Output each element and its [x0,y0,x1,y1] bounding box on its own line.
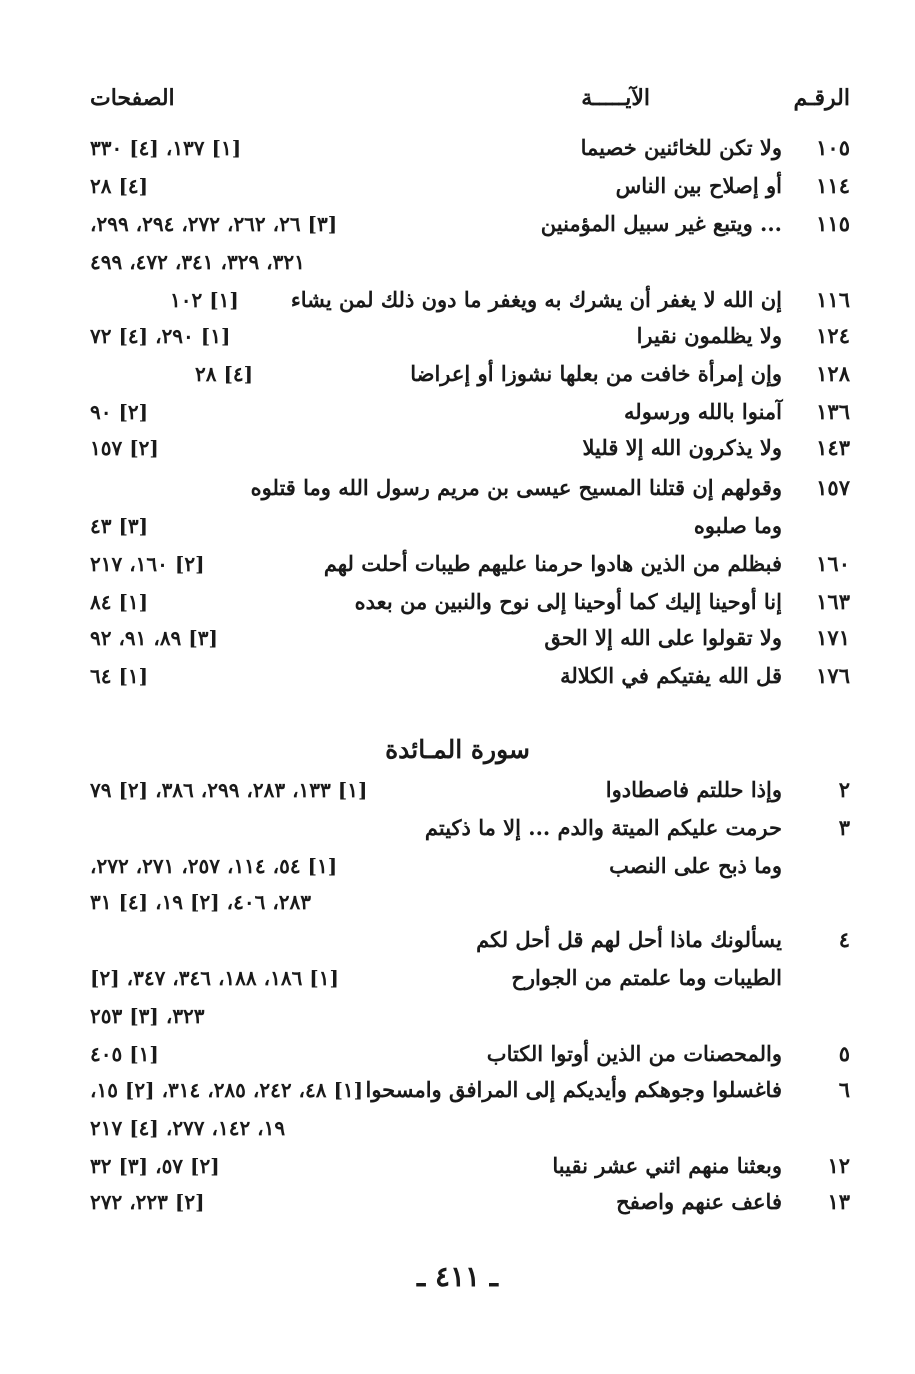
ayah-text: إنا أوحينا إليك كما أوحينا إلى نوح والنبين من بعده [354,589,782,614]
page-references: [٤] ٢٨ [195,362,254,386]
ayah-number: ١٦٣ [816,589,850,614]
ayah-text: آمنوا بالله ورسوله [624,399,782,424]
ayah-number: ١٧٦ [816,663,850,688]
ayah-number: ١٢٤ [816,323,850,348]
page-references: [١] ١٠٢ [170,288,239,312]
page-references: [٢] ٢٢٣، ٢٧٢ [90,1190,205,1214]
ayah-text: والمحصنات من الذين أوتوا الكتاب [486,1041,782,1066]
ayah-number: ١١٦ [816,287,850,312]
page-references: [٢] ٩٠ [90,400,149,424]
index-entry [60,394,850,430]
index-entry-continuation [60,884,850,920]
ayah-number: ١١٤ [816,173,850,198]
page-references: [١] ٥٤، ١١٤، ٢٥٧، ٢٧١، ٢٧٢، [90,854,338,878]
index-entry [60,620,850,656]
ayah-number: ٣ [838,815,850,840]
ayah-text: إن الله لا يغفر أن يشرك به ويغفر ما دون ذلك لمن يشاء [290,287,782,312]
page-references: [١] ٦٤ [90,664,149,688]
page-references-continued: ٣٢١، ٣٢٩، ٣٤١، ٤٧٢، ٤٩٩ [90,250,305,274]
ayah-text: ... ويتبع غير سبيل المؤمنين [540,211,782,236]
index-entry [60,1036,850,1072]
ayah-number: ١٠٥ [816,135,850,160]
number-column-header: الرقـم [793,85,850,111]
index-entry [60,470,850,506]
index-entry-continuation [60,508,850,544]
index-entry [60,168,850,204]
ayah-column-header: الآيـــــة [581,85,650,111]
index-entry-continuation [60,998,850,1034]
index-entry [60,130,850,166]
ayah-number: ٦ [838,1077,850,1102]
ayah-number: ١٥٧ [816,475,850,500]
index-entry [60,1072,850,1108]
page-references: [٤] ٢٨ [90,174,149,198]
page-references: [١] ١٣٣، ٢٨٣، ٢٩٩، ٣٨٦، [٢] ٧٩ [90,778,368,802]
index-entry-continuation [60,960,850,996]
page-references: [٢] ١٥٧ [90,436,159,460]
ayah-number: ١٦٠ [816,551,850,576]
index-entry [60,772,850,808]
index-entry [60,546,850,582]
ayah-text: وإن إمرأة خافت من بعلها نشوزا أو إعراضا [410,361,782,386]
page-references: [٣] ٨٩، ٩١، ٩٢ [90,626,218,650]
ayah-text: أو إصلاح بين الناس [615,173,782,198]
ayah-text: وإذا حللتم فاصطادوا [605,777,782,802]
ayah-text: فبظلم من الذين هادوا حرمنا عليهم طيبات أحلت لهم [323,551,782,576]
ayah-text: فاعف عنهم واصفح [616,1189,782,1214]
ayah-text: ولا يذكرون الله إلا قليلا [582,435,782,460]
column-header-row [60,80,850,116]
index-entry [60,1184,850,1220]
index-entry-continuation [60,244,850,280]
ayah-text: حرمت عليكم الميتة والدم ... إلا ما ذكيتم [424,815,782,840]
index-entry-continuation [60,1110,850,1146]
ayah-text: فاغسلوا وجوهكم وأيديكم إلى المرافق وامسحوا [365,1077,782,1102]
page-references: [٢] ١٦٠، ٢١٧ [90,552,205,576]
ayah-text-continued: وما ذبح على النصب [609,853,782,878]
index-entry-continuation [60,848,850,884]
index-entry [60,430,850,466]
ayah-text: ولا تكن للخائنين خصيما [580,135,782,160]
page-references: [١] ٤٠٥ [90,1042,159,1066]
index-entry [60,318,850,354]
page-references: [١] ٤٨، ٢٤٢، ٢٨٥، ٣١٤، [٢] ١٥، [90,1078,364,1102]
ayah-text-continued: الطيبات وما علمتم من الجوارح [511,965,782,990]
surah-section-title: سورة المـائدة [385,735,530,764]
index-entry [60,356,850,392]
ayah-number: ١٧١ [816,625,850,650]
page-references: [١] ١٣٧، [٤] ٣٣٠ [90,136,242,160]
ayah-text: قل الله يفتيكم في الكلالة [560,663,782,688]
ayah-number: ٤ [838,927,850,952]
pages-column-header: الصفحات [90,85,175,111]
ayah-number: ١٢ [827,1153,850,1178]
index-entry [60,922,850,958]
page-references: [٣] ٢٦، ٢٦٢، ٢٧٢، ٢٩٤، ٢٩٩، [90,212,338,236]
page-references: [١] ٢٩٠، [٤] ٧٢ [90,324,231,348]
index-entry [60,584,850,620]
page-references: [١] ١٨٦، ١٨٨، ٣٤٦، ٣٤٧، [٢] [90,966,339,990]
page-references: [١] ٨٤ [90,590,149,614]
ayah-number: ١١٥ [816,211,850,236]
ayah-text: يسألونك ماذا أحل لهم قل أحل لكم [476,927,782,952]
page-references: [٢] ٥٧، [٣] ٣٢ [90,1154,220,1178]
ayah-text: وقولهم إن قتلنا المسيح عيسى بن مريم رسول الله وما قتلوه [250,475,782,500]
ayah-number: ٥ [838,1041,850,1066]
page-references-continued: ١٩، ١٤٢، ٢٧٧، [٤] ٢١٧ [90,1116,286,1140]
index-entry [60,206,850,242]
ayah-text: ولا تقولوا على الله إلا الحق [544,625,782,650]
index-entry [60,282,850,318]
ayah-number: ١٣٦ [816,399,850,424]
ayah-text: ولا يظلمون نقيرا [636,323,782,348]
page-references-continued: ٣٢٣، [٣] ٢٥٣ [90,1004,205,1028]
page-references-continued: ٢٨٣، ٤٠٦، [٢] ١٩، [٤] ٣١ [90,890,312,914]
ayah-text: وبعثنا منهم اثني عشر نقيبا [552,1153,782,1178]
index-entry [60,810,850,846]
ayah-number: ١٣ [827,1189,850,1214]
index-entry [60,658,850,694]
page-references: [٣] ٤٣ [90,514,149,538]
page-number: ـ ٤١١ ـ [416,1260,499,1293]
ayah-number: ٢ [838,777,850,802]
ayah-number: ١٢٨ [816,361,850,386]
ayah-text-continued: وما صلبوه [693,513,782,538]
index-entry [60,1148,850,1184]
ayah-number: ١٤٣ [816,435,850,460]
